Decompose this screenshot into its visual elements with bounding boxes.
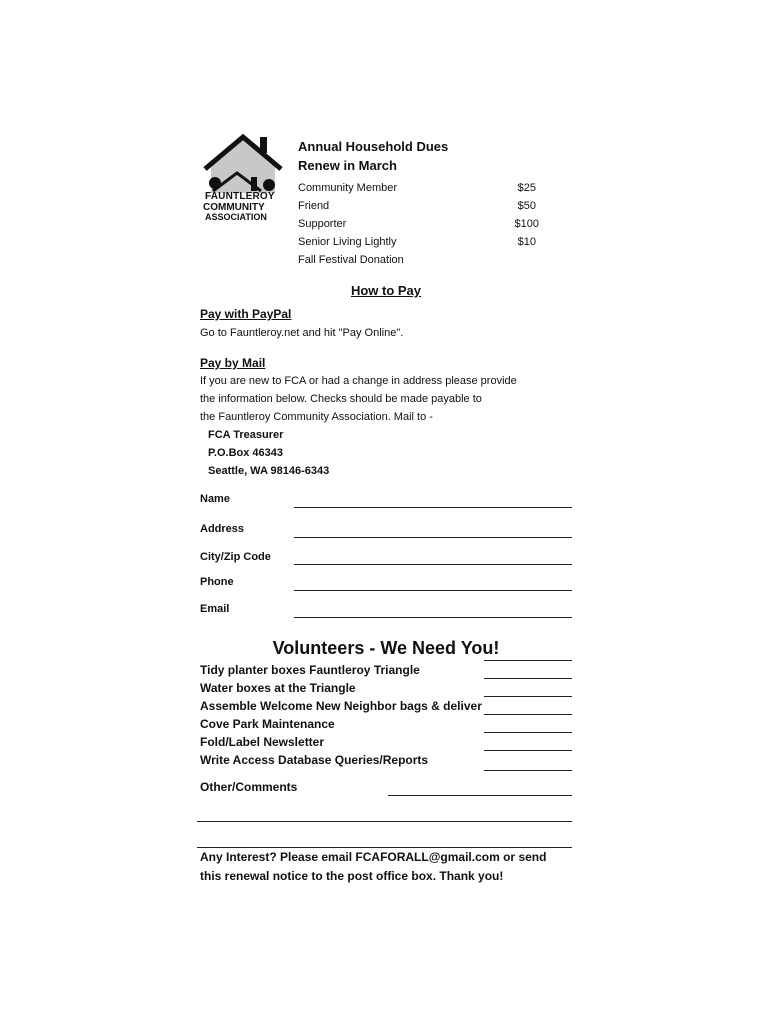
logo-line-1: FAUNTLEROY: [205, 191, 275, 202]
city-zip-label: City/Zip Code: [200, 551, 271, 563]
volunteer-item: Water boxes at the Triangle: [200, 681, 356, 695]
volunteer-line[interactable]: [484, 732, 572, 733]
comments-line[interactable]: [197, 847, 572, 848]
address-line: Seattle, WA 98146-6343: [208, 465, 330, 477]
volunteer-line[interactable]: [484, 696, 572, 697]
fca-logo: [203, 133, 283, 225]
phone-label: Phone: [200, 576, 234, 588]
other-comments-field[interactable]: [388, 795, 572, 796]
name-field[interactable]: [294, 507, 572, 508]
name-label: Name: [200, 493, 230, 505]
email-field[interactable]: [294, 617, 572, 618]
volunteer-item: Tidy planter boxes Fauntleroy Triangle: [200, 663, 420, 677]
other-comments-label: Other/Comments: [200, 780, 298, 794]
mail-text-line: the Fauntleroy Community Association. Mail to -: [200, 411, 433, 423]
volunteer-item: Write Access Database Queries/Reports: [200, 753, 429, 767]
comments-line[interactable]: [197, 821, 572, 822]
footer-line: this renewal notice to the post office box. Thank you!: [200, 869, 504, 883]
dues-row-label: Senior Living Lightly: [298, 236, 397, 248]
mail-text-line: If you are new to FCA or had a change in address please provide: [200, 375, 517, 387]
volunteer-line[interactable]: [484, 770, 572, 771]
dues-row-amount: $50: [517, 200, 536, 212]
address-line: P.O.Box 46343: [208, 447, 284, 459]
dues-row-label: Friend: [298, 200, 330, 212]
mail-text-line: the information below. Checks should be made payable to: [200, 393, 482, 405]
volunteer-line[interactable]: [484, 714, 572, 715]
volunteer-line[interactable]: [484, 750, 572, 751]
address-line: FCA Treasurer: [208, 429, 284, 441]
how-to-pay-heading: How to Pay: [350, 283, 422, 298]
volunteer-item: Cove Park Maintenance: [200, 717, 335, 731]
dues-row-amount: $100: [514, 218, 539, 230]
dues-row-label: Community Member: [298, 182, 398, 194]
paypal-text: Go to Fauntleroy.net and hit "Pay Online".: [200, 327, 404, 339]
dues-row-label: Fall Festival Donation: [298, 254, 404, 266]
volunteer-line[interactable]: [484, 678, 572, 679]
mail-heading: Pay by Mail: [200, 356, 266, 370]
address-label: Address: [200, 523, 245, 535]
paypal-heading: Pay with PayPal: [200, 307, 292, 321]
email-label: Email: [200, 603, 230, 615]
logo-line-2: COMMUNITY: [203, 202, 265, 213]
dues-row-label: Supporter: [298, 218, 347, 230]
volunteer-item: Assemble Welcome New Neighbor bags & deliver: [200, 699, 482, 713]
footer-line: Any Interest? Please email FCAFORALL@gmail.com or send: [200, 850, 547, 864]
address-field[interactable]: [294, 537, 572, 538]
dues-title: Annual Household Dues: [298, 139, 449, 154]
dues-row-amount: $25: [517, 182, 536, 194]
volunteer-line[interactable]: [484, 660, 572, 661]
city-zip-field[interactable]: [294, 564, 572, 565]
volunteer-item: Fold/Label Newsletter: [200, 735, 325, 749]
volunteers-title: Volunteers - We Need You!: [272, 638, 500, 658]
logo-line-3: ASSOCIATION: [205, 212, 267, 222]
dues-subtitle: Renew in March: [298, 158, 397, 173]
dues-row-amount: $10: [517, 236, 536, 248]
phone-field[interactable]: [294, 590, 572, 591]
